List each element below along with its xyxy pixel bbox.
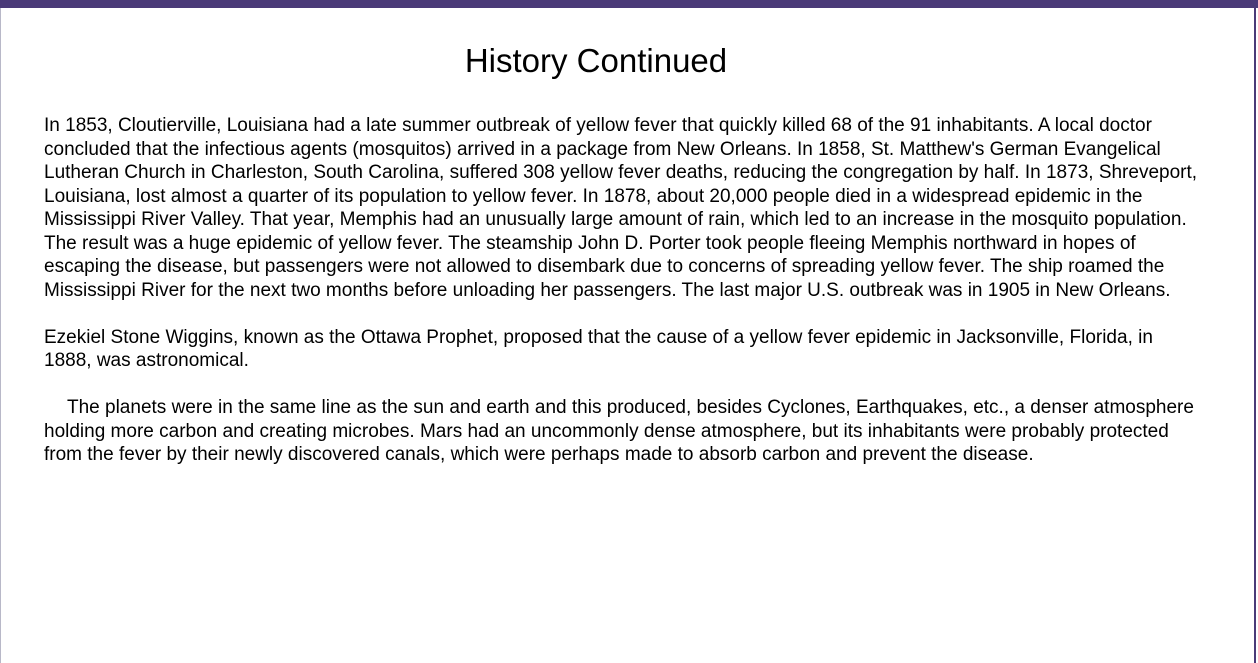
paragraph-wiggins: Ezekiel Stone Wiggins, known as the Ottawa Prophet, proposed that the cause of a yellow fever epidemic in Jacksonville, Florida, in 1888, was astronomical. [44, 326, 1153, 371]
page-title: History Continued [464, 42, 728, 79]
paragraph-quote: The planets were in the same line as the sun and earth and this produced, besides Cyclones, Earthquakes, etc., a denser atmosphere holding more carbon and creating microbes. Mars had an uncommonly dense atmosphere, but its inhabitants were probably protected from the fever by their newly discovered canals, which were perhaps made to absorb carbon and prevent the disease. [44, 397, 1194, 465]
article-body [44, 114, 1204, 490]
top-accent-bar [0, 0, 1258, 8]
paragraph-history: In 1853, Cloutierville, Louisiana had a late summer outbreak of yellow fever that quickly killed 68 of the 91 inhabitants. A local doctor concluded that the infectious agents (mosquitos) arrived in a package from New Orleans. In 1858, St. Matthew's German Evangelical Lutheran Church in Charleston, South Carolina, suffered 308 yellow fever deaths, reducing the congregation by half. In 1873, Shreveport, Louisiana, lost almost a quarter of its population to yellow fever. In 1878, about 20,000 people died in a widespread epidemic in the Mississippi River Valley. That year, Memphis had an unusually large amount of rain, which led to an increase in the mosquito population. The result was a huge epidemic of yellow fever. The steamship John D. Porter took people fleeing Memphis northward in hopes of escaping the disease, but passengers were not allowed to disembark due to concerns of spreading yellow fever. The ship roamed the Mississippi River for the next two months before unloading her passengers. The last major U.S. outbreak was in 1905 in New Orleans. [44, 115, 1198, 301]
